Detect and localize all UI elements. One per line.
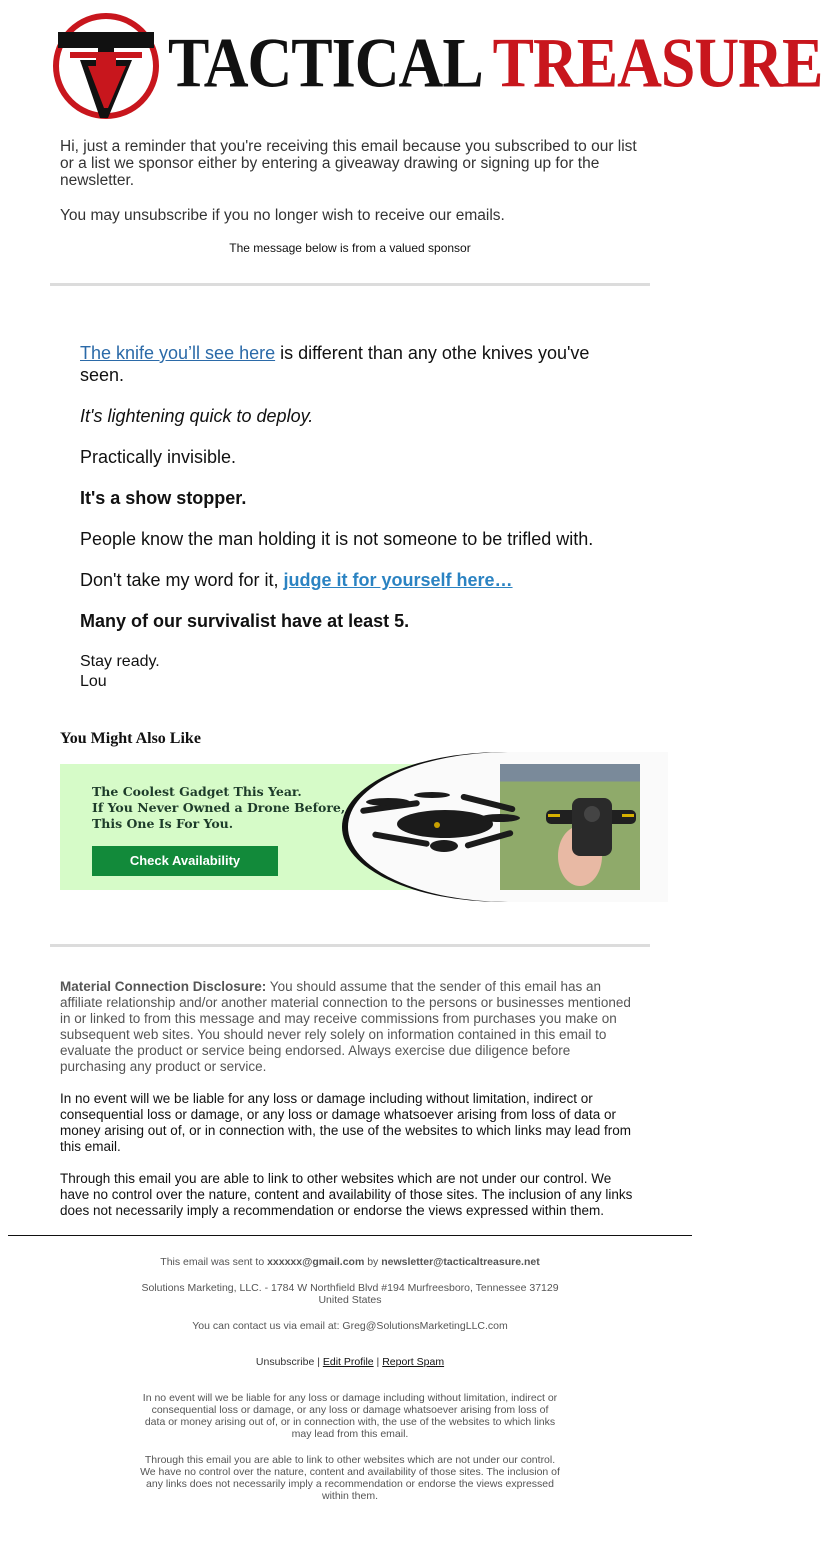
judge-link[interactable]: judge it for yourself here…: [283, 570, 513, 590]
message-line-4: It's a show stopper.: [80, 488, 247, 508]
unsubscribe-link[interactable]: Unsubscribe: [255, 1356, 315, 1368]
email-header: [50, 0, 822, 130]
material-disclosure: [60, 979, 640, 1075]
brand-name: [168, 24, 822, 103]
email-container: [50, 0, 822, 1219]
also-like-heading: You Might Also Like: [60, 730, 201, 747]
drone-icon: [60, 764, 640, 890]
link-separator: |: [314, 1356, 323, 1368]
message-line-6-text: Don't take my word for it,: [80, 570, 284, 590]
sponsor-message: [50, 286, 650, 692]
message-line-1-rest: is different than any othe knives you've seen.: [80, 343, 590, 385]
footer-links: [140, 1356, 560, 1368]
disclosure-section: [50, 947, 650, 1219]
edit-profile-link[interactable]: Edit Profile: [322, 1356, 374, 1368]
contact-line: You can contact us via email at: Greg@SolutionsMarketingLLC.com: [192, 1320, 508, 1332]
email-footer: [140, 1236, 560, 1502]
tactical-treasure-logo-icon: [50, 10, 162, 122]
recipient-email: xxxxxx@gmail.com: [267, 1256, 365, 1268]
message-line-7: Many of our survivalist have at least 5.: [80, 611, 410, 631]
brand-word-tactical: TACTICAL: [168, 24, 480, 103]
liability-text: In no event will we be liable for any loss or damage including without limitation, indirect or consequential loss or damage, or any loss or damage whatsoever arising from loss of data or money arising out of, or in connection with, the use of the websites to which links may lead from this email.: [60, 1091, 632, 1154]
signature-name: Lou: [80, 673, 107, 690]
report-spam-link[interactable]: Report Spam: [382, 1356, 445, 1368]
postal-address: Solutions Marketing, LLC. - 1784 W Northfield Blvd #194 Murfreesboro, Tennessee 37129 United States: [141, 1282, 559, 1306]
sent-prefix: This email was sent to: [160, 1256, 268, 1268]
message-line-6: [80, 569, 620, 591]
brand-word-treasure: TREASURE: [492, 24, 822, 103]
message-line-1: [80, 342, 620, 386]
unsubscribe-text: You may unsubscribe if you no longer wish to receive our emails.: [60, 207, 505, 224]
link-separator-2: |: [373, 1356, 383, 1368]
message-line-2: It's lightening quick to deploy.: [80, 406, 314, 426]
intro-section: [50, 130, 650, 257]
drone-ad-banner[interactable]: [60, 764, 640, 890]
drone-ad-text: The Coolest Gadget This Year. If You Never Owned a Drone Before, This One Is For You.: [92, 784, 346, 831]
sender-email: newsletter@tacticaltreasure.net: [381, 1256, 540, 1268]
sponsor-note: The message below is from a valued sponsor: [229, 241, 471, 255]
external-links-text: Through this email you are able to link to other websites which are not under our control. We have no control over the nature, content and availability of those sites. The inclusion of any links does not necessarily imply a recommendation or endorse the views expressed within them.: [60, 1171, 633, 1218]
reminder-text: Hi, just a reminder that you're receiving this email because you subscribed to our list or a list we sponsor either by entering a giveaway drawing or signing up for the newsletter.: [60, 138, 637, 189]
signature-line-1: Stay ready.: [80, 653, 160, 670]
check-availability-button[interactable]: Check Availability: [92, 846, 278, 876]
message-line-3: Practically invisible.: [80, 447, 237, 467]
sent-to-line: [140, 1256, 560, 1268]
sent-mid: by: [364, 1256, 382, 1268]
knife-link[interactable]: The knife you’ll see here: [80, 343, 276, 363]
message-line-5: People know the man holding it is not someone to be trifled with.: [80, 529, 594, 549]
footer-links-text: Through this email you are able to link to other websites which are not under our control. We have no control over the nature, content and availability of those sites. The inclusion of any links does not necessarily imply a recommendation or endorse the views expressed within them.: [140, 1454, 560, 1502]
footer-liability-text: In no event will we be liable for any loss or damage including without limitation, indirect or consequential loss or damage, or any loss or damage whatsoever arising from loss of data or money arising out of, or in connection with, the use of the websites to which links may lead from this email.: [142, 1392, 558, 1440]
signature: [80, 652, 620, 692]
disclosure-label: Material Connection Disclosure:: [60, 979, 267, 994]
disclosure-text: You should assume that the sender of this email has an affiliate relationship and/or another material connection to the persons or businesses mentioned in or linked to from this message and may receive commissions from purchases you make on subsequent web sites. You should never rely solely on information contained in this email to evaluate the product or service being endorsed. Always exercise due diligence before purchasing any product or service.: [60, 979, 631, 1074]
